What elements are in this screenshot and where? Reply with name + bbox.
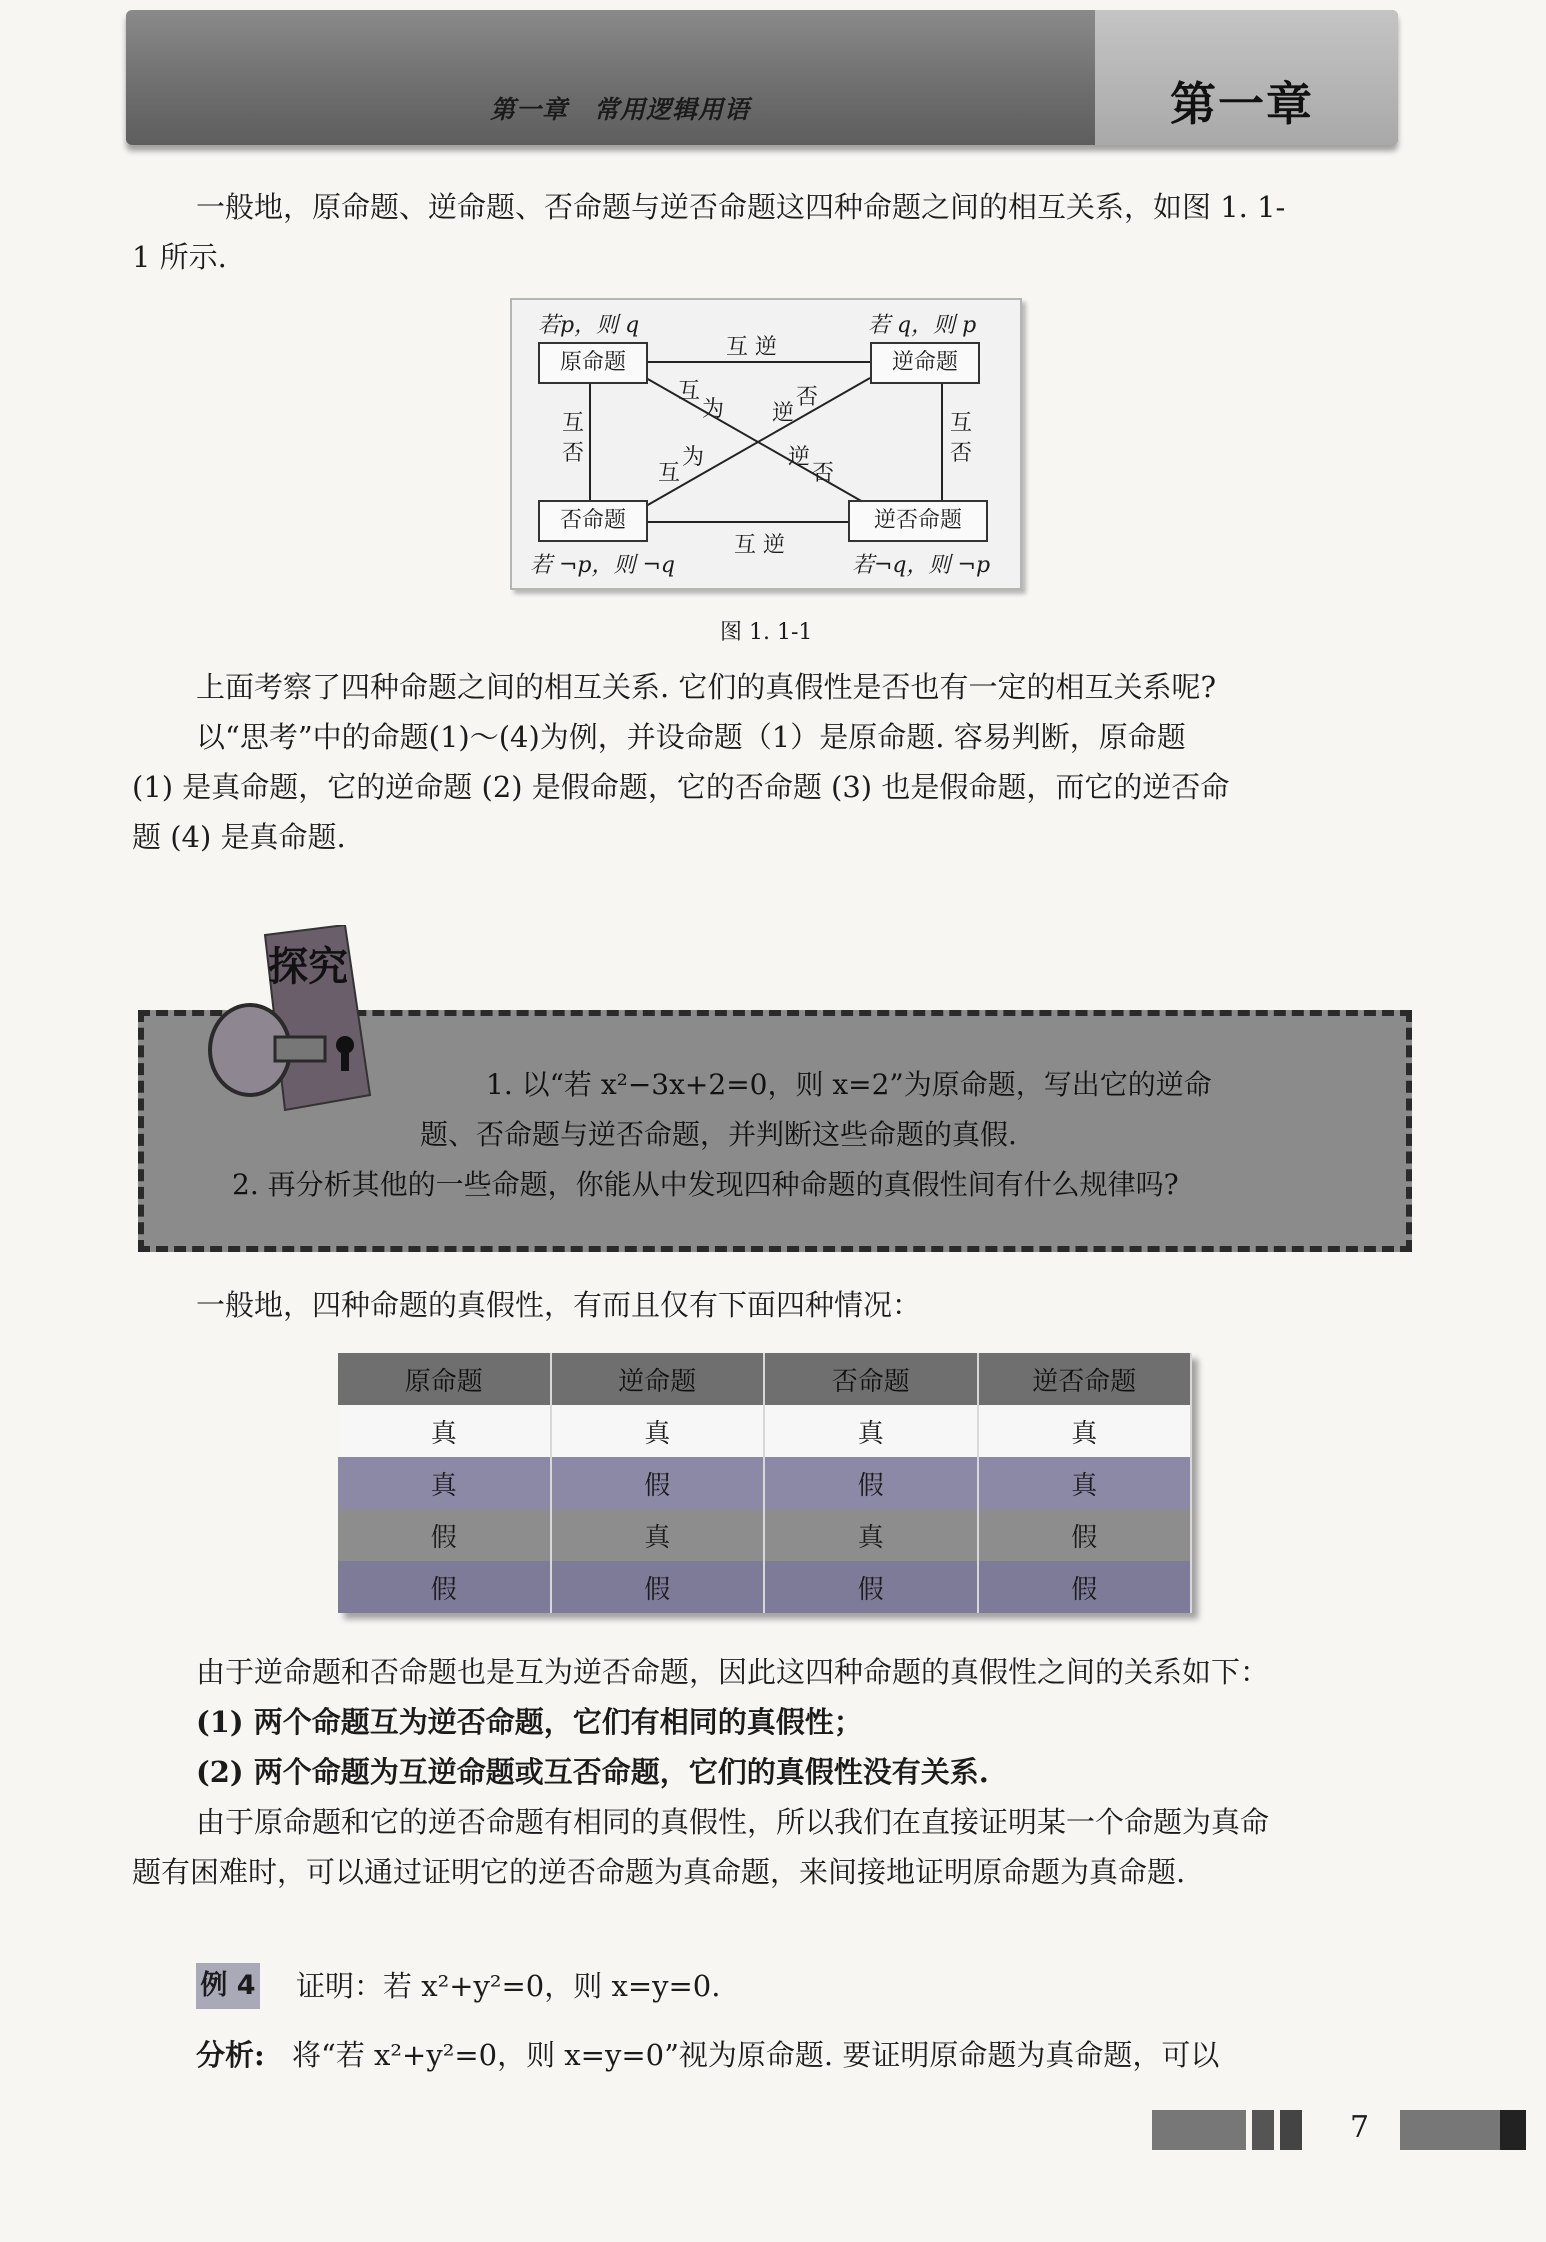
right-edge-label-1: 互 — [950, 411, 973, 436]
body3-line-3: 题有困难时，可以通过证明它的逆否命题为真命题，来间接地证明原命题为真命题. — [132, 1855, 1186, 1889]
box-inverse: 否命题 — [538, 500, 648, 542]
table-cell: 真 — [978, 1457, 1192, 1509]
diag-label-fou-1: 否 — [796, 385, 819, 410]
body1-line-1: 上面考察了四种命题之间的相互关系. 它们的真假性是否也有一定的相互关系呢? — [196, 670, 1216, 704]
diag-label-ni-2: 逆 — [788, 445, 811, 470]
rule-2: (2) 两个命题为互逆命题或互否命题，它们的真假性没有关系. — [196, 1755, 989, 1789]
body3-line-1: 由于逆命题和否命题也是互为逆否命题，因此这四种命题的真假性之间的关系如下： — [196, 1655, 1270, 1689]
box-original: 原命题 — [538, 342, 648, 384]
box-contrapositive: 逆否命题 — [848, 500, 988, 542]
bottom-edge-label: 互 逆 — [734, 533, 785, 558]
table-header: 逆命题 — [551, 1353, 765, 1405]
explore-question-2: 2. 再分析其他的一些命题，你能从中发现四种命题的真假性间有什么规律吗? — [232, 1168, 1179, 1201]
diag-label-fou-2: 否 — [812, 461, 835, 486]
four-propositions-diagram — [510, 298, 1022, 590]
table-cell: 假 — [338, 1561, 551, 1613]
body3-line-2: 由于原命题和它的逆否命题有相同的真假性，所以我们在直接证明某一个命题为真命 — [196, 1805, 1270, 1839]
diag-label-wei-2: 为 — [682, 445, 705, 470]
body1-line-4: 题 (4) 是真命题. — [132, 820, 346, 854]
table-cell: 真 — [551, 1405, 765, 1457]
table-cell: 假 — [978, 1561, 1192, 1613]
explore-badge: 探究 — [268, 944, 348, 990]
cond-top-left: 若p，则 q — [538, 313, 640, 338]
table-header: 否命题 — [764, 1353, 978, 1405]
body1-line-3: (1) 是真命题，它的逆命题 (2) 是假命题，它的否命题 (3) 也是假命题，而它的逆否命 — [132, 770, 1230, 804]
footer-bar-left — [1152, 2110, 1246, 2150]
table-row — [338, 1457, 1191, 1509]
footer-bar-mark-1 — [1252, 2110, 1274, 2150]
figure-caption: 图 1. 1-1 — [720, 620, 813, 645]
table-cell: 假 — [551, 1561, 765, 1613]
left-edge-label-1: 互 — [562, 411, 585, 436]
cond-bottom-right: 若¬q，则 ¬p — [852, 553, 991, 578]
footer-bar-end — [1500, 2110, 1526, 2150]
diag-label-hu-2: 互 — [658, 461, 681, 486]
left-edge-label-2: 否 — [562, 441, 585, 466]
chapter-tab-label: 第一章 — [1170, 77, 1314, 131]
body2-line-1: 一般地，四种命题的真假性，有而且仅有下面四种情况： — [196, 1288, 922, 1322]
body1-line-2: 以“思考”中的命题(1)～(4)为例，并设命题（1）是原命题. 容易判断，原命题 — [196, 720, 1186, 754]
footer-bar-right — [1400, 2110, 1500, 2150]
example-statement: 证明：若 x²+y²=0，则 x=y=0. — [296, 1969, 721, 2003]
table-row — [338, 1561, 1191, 1613]
table-cell: 真 — [338, 1457, 551, 1509]
table-row — [338, 1509, 1191, 1561]
intro-line-1: 一般地，原命题、逆命题、否命题与逆否命题这四种命题之间的相互关系，如图 1. 1- — [196, 190, 1286, 224]
top-edge-label: 互 逆 — [726, 335, 777, 360]
analysis-label: 分析: — [196, 2038, 265, 2072]
table-cell: 假 — [551, 1457, 765, 1509]
box-converse: 逆命题 — [870, 342, 980, 384]
diag-label-wei-1: 为 — [702, 397, 725, 422]
truth-table — [338, 1353, 1192, 1613]
table-cell: 真 — [978, 1405, 1192, 1457]
table-cell: 真 — [764, 1405, 978, 1457]
analysis-text: 将“若 x²+y²=0，则 x=y=0”视为原命题. 要证明原命题为真命题，可以 — [292, 2038, 1220, 2072]
rule-1: (1) 两个命题互为逆否命题，它们有相同的真假性； — [196, 1705, 863, 1739]
table-cell: 真 — [338, 1405, 551, 1457]
page-number: 7 — [1350, 2110, 1370, 2145]
table-header: 逆否命题 — [978, 1353, 1192, 1405]
intro-line-2: 1 所示. — [132, 240, 227, 274]
cond-top-right: 若 q，则 p — [868, 313, 977, 338]
table-cell: 假 — [978, 1509, 1192, 1561]
table-cell: 假 — [764, 1561, 978, 1613]
chapter-title: 第一章 常用逻辑用语 — [490, 95, 751, 124]
table-cell: 假 — [764, 1457, 978, 1509]
example-tag: 例 4 — [196, 1963, 260, 2009]
table-cell: 真 — [764, 1509, 978, 1561]
footer-bar-mark-2 — [1280, 2110, 1302, 2150]
explore-question-1a: 1. 以“若 x²−3x+2=0，则 x=2”为原命题，写出它的逆命 — [486, 1068, 1212, 1101]
table-cell: 假 — [338, 1509, 551, 1561]
right-edge-label-2: 否 — [950, 441, 973, 466]
table-header-row — [338, 1353, 1191, 1405]
explore-question-1b: 题、否命题与逆否命题，并判断这些命题的真假. — [420, 1118, 1017, 1151]
diag-label-ni-1: 逆 — [772, 401, 795, 426]
table-header: 原命题 — [338, 1353, 551, 1405]
diag-label-hu-1: 互 — [678, 379, 701, 404]
cond-bottom-left: 若 ¬p，则 ¬q — [530, 553, 676, 578]
table-row — [338, 1405, 1191, 1457]
table-cell: 真 — [551, 1509, 765, 1561]
